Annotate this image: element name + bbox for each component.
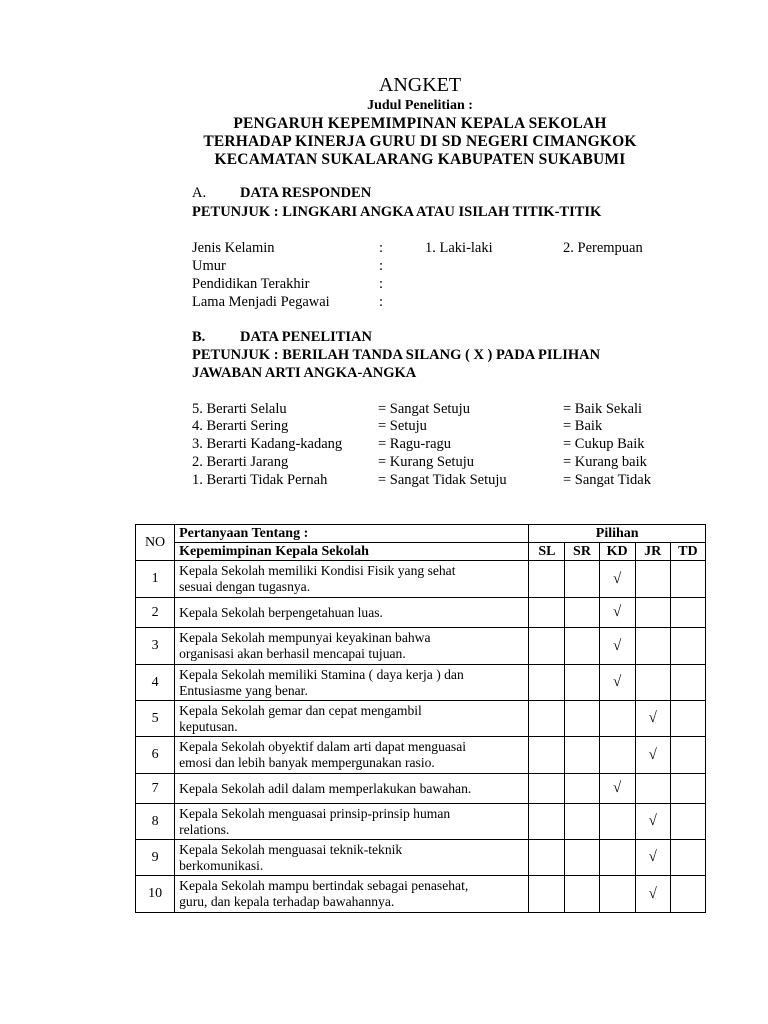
- scale-agreement: = Sangat Tidak Setuju: [378, 472, 507, 488]
- choice-header-sr: SR: [565, 543, 599, 561]
- scale-agreement: = Kurang Setuju: [378, 454, 474, 470]
- field-label-gender: Jenis Kelamin: [192, 240, 275, 256]
- table-row: [136, 737, 706, 774]
- answer-cell-kd[interactable]: [599, 628, 635, 665]
- table-row: [136, 701, 706, 737]
- choice-header-sl: SL: [529, 543, 565, 561]
- scale-agreement: = Ragu-ragu: [378, 436, 452, 452]
- answer-cell-sr[interactable]: [565, 804, 599, 840]
- section-b-instruction-line-1: PETUNJUK : BERILAH TANDA SILANG ( X ) PADA PILIHAN: [192, 347, 601, 363]
- row-number: 10: [136, 876, 175, 913]
- answer-cell-sr[interactable]: [565, 876, 599, 913]
- scale-agreement: = Sangat Setuju: [378, 401, 470, 417]
- field-label-age: Umur: [192, 258, 226, 274]
- answer-cell-sr[interactable]: [565, 628, 599, 665]
- table-row: [136, 804, 706, 840]
- table-row: [136, 598, 706, 628]
- questionnaire-table: [135, 524, 706, 913]
- question-text-line: Kepala Sekolah menguasai teknik-teknik: [179, 841, 403, 857]
- answer-cell-jr[interactable]: [635, 561, 670, 598]
- answer-cell-kd[interactable]: [599, 840, 635, 876]
- table-row: [136, 774, 706, 804]
- question-cell: [175, 665, 529, 701]
- field-separator: :: [379, 240, 384, 256]
- scale-agreement: = Setuju: [378, 418, 427, 434]
- section-b-heading: DATA PENELITIAN: [240, 329, 373, 345]
- question-text-line: Kepala Sekolah menguasai prinsip-prinsip human: [179, 805, 451, 821]
- answer-cell-sr[interactable]: [565, 701, 599, 737]
- answer-cell-jr[interactable]: [635, 701, 670, 737]
- answer-cell-jr[interactable]: [635, 774, 670, 804]
- question-text-line: Kepala Sekolah memiliki Kondisi Fisik yang sehat: [179, 563, 456, 578]
- section-a-heading: DATA RESPONDEN: [240, 185, 372, 201]
- row-number: 3: [136, 628, 175, 665]
- row-number: 2: [136, 598, 175, 628]
- answer-cell-sl[interactable]: [529, 804, 565, 840]
- scale-quality: = Cukup Baik: [563, 436, 645, 452]
- answer-cell-td[interactable]: [670, 628, 705, 665]
- check-mark-icon: √: [612, 604, 622, 620]
- answer-cell-td[interactable]: [670, 665, 705, 701]
- answer-cell-td[interactable]: [670, 804, 705, 840]
- answer-cell-td[interactable]: [670, 598, 705, 628]
- scale-quality: = Kurang baik: [563, 454, 647, 470]
- answer-cell-td[interactable]: [670, 876, 705, 913]
- answer-cell-sl[interactable]: [529, 774, 565, 804]
- answer-cell-sr[interactable]: [565, 665, 599, 701]
- answer-cell-sl[interactable]: [529, 737, 565, 774]
- column-header-question-2: Kepemimpinan Kepala Sekolah: [175, 543, 529, 561]
- scale-meaning: 3. Berarti Kadang-kadang: [192, 436, 343, 452]
- question-text-line: Kepala Sekolah adil dalam memperlakukan bawahan.: [179, 780, 472, 796]
- question-text-line: emosi dan lebih banyak mempergunakan rasio.: [179, 755, 435, 770]
- table-row: [136, 561, 706, 598]
- gender-option-male[interactable]: 1. Laki-laki: [425, 240, 493, 256]
- question-text-line: organisasi akan berhasil mencapai tujuan.: [179, 646, 406, 661]
- question-text-line: Entusiasme yang benar.: [179, 682, 308, 698]
- document-title: ANGKET: [378, 74, 462, 96]
- field-separator: :: [379, 276, 384, 292]
- column-header-choice: Pilihan: [529, 525, 706, 543]
- question-cell: [175, 561, 529, 598]
- answer-cell-sl[interactable]: [529, 628, 565, 665]
- choice-header-jr: JR: [635, 543, 670, 561]
- question-cell: [175, 840, 529, 876]
- answer-cell-td[interactable]: [670, 737, 705, 774]
- question-text-line: relations.: [179, 821, 230, 837]
- research-title-line-3: KECAMATAN SUKALARANG KABUPATEN SUKABUMI: [214, 151, 626, 168]
- answer-cell-sl[interactable]: [529, 840, 565, 876]
- answer-cell-sl[interactable]: [529, 701, 565, 737]
- row-number: 4: [136, 665, 175, 701]
- answer-cell-sr[interactable]: [565, 561, 599, 598]
- section-b-instruction-line-2: JAWABAN ARTI ANGKA-ANGKA: [192, 365, 417, 381]
- row-number: 1: [136, 561, 175, 598]
- answer-cell-jr[interactable]: [635, 665, 670, 701]
- answer-cell-sl[interactable]: [529, 876, 565, 913]
- question-text-line: berkomunikasi.: [179, 857, 264, 873]
- scale-quality: = Sangat Tidak: [563, 472, 651, 488]
- answer-cell-kd[interactable]: [599, 774, 635, 804]
- row-number: 9: [136, 840, 175, 876]
- question-cell: [175, 737, 529, 774]
- answer-cell-sl[interactable]: [529, 561, 565, 598]
- field-separator: :: [379, 294, 384, 310]
- check-mark-icon: √: [612, 637, 622, 654]
- question-cell: [175, 774, 529, 804]
- column-header-question-1: Pertanyaan Tentang :: [175, 525, 529, 543]
- answer-cell-sr[interactable]: [565, 840, 599, 876]
- answer-cell-jr[interactable]: [635, 737, 670, 774]
- section-a-letter: A.: [192, 185, 207, 201]
- question-cell: [175, 598, 529, 628]
- row-number: 7: [136, 774, 175, 804]
- question-text-line: sesuai dengan tugasnya.: [179, 579, 311, 594]
- field-label-tenure: Lama Menjadi Pegawai: [192, 294, 330, 310]
- question-text-line: Kepala Sekolah memiliki Stamina ( daya kerja ) dan: [179, 666, 464, 682]
- answer-cell-sl[interactable]: [529, 665, 565, 701]
- check-mark-icon: √: [648, 849, 657, 865]
- answer-cell-sr[interactable]: [565, 737, 599, 774]
- research-title-line-1: PENGARUH KEPEMIMPINAN KEPALA SEKOLAH: [233, 115, 607, 132]
- research-title-label: Judul Penelitian :: [367, 98, 473, 113]
- answer-cell-kd[interactable]: [599, 561, 635, 598]
- check-mark-icon: √: [648, 746, 657, 763]
- answer-cell-jr[interactable]: [635, 628, 670, 665]
- table-row: [136, 876, 706, 913]
- question-text-line: guru, dan kepala terhadap bawahannya.: [179, 894, 395, 909]
- field-separator: :: [379, 258, 384, 274]
- choice-header-kd: KD: [599, 543, 635, 561]
- question-cell: [175, 628, 529, 665]
- table-row: [136, 840, 706, 876]
- scale-meaning: 2. Berarti Jarang: [192, 454, 289, 470]
- answer-cell-kd[interactable]: [599, 598, 635, 628]
- question-cell: [175, 701, 529, 737]
- question-text-line: Kepala Sekolah obyektif dalam arti dapat menguasai: [179, 739, 467, 754]
- answer-cell-kd[interactable]: [599, 665, 635, 701]
- scale-meaning: 5. Berarti Selalu: [192, 401, 287, 417]
- answer-cell-jr[interactable]: [635, 804, 670, 840]
- section-b-letter: B.: [192, 329, 206, 345]
- answer-cell-td[interactable]: [670, 840, 705, 876]
- answer-cell-jr[interactable]: [635, 598, 670, 628]
- answer-cell-kd[interactable]: [599, 804, 635, 840]
- answer-cell-sr[interactable]: [565, 598, 599, 628]
- check-mark-icon: √: [612, 570, 622, 587]
- check-mark-icon: √: [648, 710, 657, 726]
- section-a-instruction: PETUNJUK : LINGKARI ANGKA ATAU ISILAH TITIK-TITIK: [192, 204, 602, 220]
- question-cell: [175, 876, 529, 913]
- question-text-line: keputusan.: [179, 718, 238, 734]
- check-mark-icon: √: [612, 674, 622, 690]
- scale-quality: = Baik Sekali: [563, 401, 643, 417]
- answer-cell-kd[interactable]: [599, 737, 635, 774]
- answer-cell-sr[interactable]: [565, 774, 599, 804]
- answer-cell-sl[interactable]: [529, 598, 565, 628]
- gender-option-female[interactable]: 2. Perempuan: [563, 240, 643, 256]
- check-mark-icon: √: [648, 813, 657, 829]
- row-number: 5: [136, 701, 175, 737]
- question-text-line: Kepala Sekolah mempunyai keyakinan bahwa: [179, 630, 431, 645]
- question-cell: [175, 804, 529, 840]
- row-number: 6: [136, 737, 175, 774]
- choice-header-td: TD: [670, 543, 705, 561]
- scale-quality: = Baik: [563, 418, 603, 434]
- check-mark-icon: √: [648, 885, 657, 902]
- research-title-line-2: TERHADAP KINERJA GURU DI SD NEGERI CIMANGKOK: [203, 133, 637, 150]
- question-text-line: Kepala Sekolah berpengetahuan luas.: [179, 604, 383, 620]
- question-text-line: Kepala Sekolah gemar dan cepat mengambil: [179, 702, 422, 718]
- check-mark-icon: √: [612, 780, 622, 796]
- answer-cell-td[interactable]: [670, 701, 705, 737]
- row-number: 8: [136, 804, 175, 840]
- answer-cell-jr[interactable]: [635, 840, 670, 876]
- scale-meaning: 4. Berarti Sering: [192, 418, 289, 434]
- answer-cell-td[interactable]: [670, 774, 705, 804]
- answer-cell-jr[interactable]: [635, 876, 670, 913]
- scale-meaning: 1. Berarti Tidak Pernah: [192, 472, 328, 488]
- answer-cell-kd[interactable]: [599, 876, 635, 913]
- question-text-line: Kepala Sekolah mampu bertindak sebagai penasehat,: [179, 878, 469, 893]
- table-row: [136, 665, 706, 701]
- table-row: [136, 628, 706, 665]
- answer-cell-kd[interactable]: [599, 701, 635, 737]
- field-label-education: Pendidikan Terakhir: [192, 276, 310, 292]
- answer-cell-td[interactable]: [670, 561, 705, 598]
- column-header-no: NO: [136, 525, 175, 561]
